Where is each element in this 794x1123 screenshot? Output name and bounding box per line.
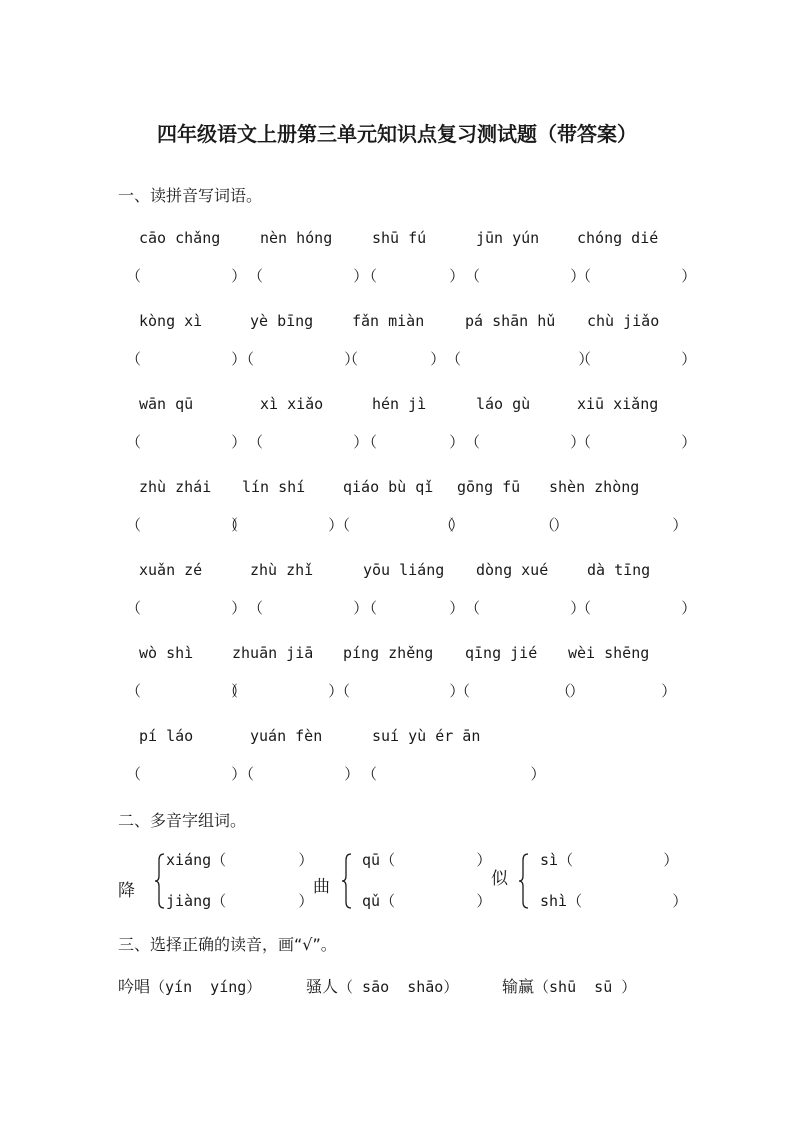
pinyin-word: pá shān hǔ	[465, 312, 556, 330]
answer-blank[interactable]: （ ）	[362, 765, 546, 783]
answer-blank[interactable]: （ ）	[540, 516, 688, 534]
answer-blank[interactable]: （ ）	[223, 516, 344, 534]
answer-blank[interactable]: （ ）	[223, 682, 344, 700]
answer-blank[interactable]: （ ）	[556, 682, 677, 700]
answer-blank[interactable]: （ ）	[239, 765, 360, 783]
pinyin-word: wèi shēng	[568, 644, 650, 662]
choice-item: 输赢（shū sū ）	[502, 977, 637, 996]
answer-blank[interactable]: （ ）	[248, 267, 369, 285]
brace-icon	[341, 852, 353, 910]
answer-blank[interactable]: （ ）	[446, 350, 594, 368]
pinyin-word: shèn zhòng	[549, 478, 640, 496]
answer-blank[interactable]: （ ）	[248, 599, 369, 617]
polyphone-char-si: 似	[491, 869, 508, 889]
pinyin-word: shū fú	[372, 229, 427, 247]
reading-shi: shì（ ）	[540, 892, 688, 910]
answer-blank[interactable]: （ ）	[439, 516, 569, 534]
answer-blank[interactable]: （ ）	[465, 433, 586, 451]
pinyin-word: píng zhěng	[343, 644, 434, 662]
answer-blank[interactable]: （ ）	[576, 267, 697, 285]
answer-blank[interactable]: （ ）	[126, 267, 247, 285]
answer-blank[interactable]: （ ）	[126, 765, 247, 783]
answer-blank[interactable]: （ ）	[248, 433, 369, 451]
pinyin-word: wān qū	[139, 395, 194, 413]
answer-blank[interactable]: （ ）	[362, 433, 465, 451]
pinyin-word: gōng fū	[457, 478, 521, 496]
pinyin-word: wò shì	[139, 644, 194, 662]
pinyin-word: suí yù ér ān	[372, 727, 481, 745]
pinyin-word: chù jiǎo	[587, 312, 660, 330]
section-2-heading: 二、多音字组词。	[118, 811, 247, 830]
pinyin-word: yōu liáng	[363, 561, 445, 579]
answer-blank[interactable]: （ ）	[343, 350, 446, 368]
pinyin-word: xuǎn zé	[139, 561, 203, 579]
brace-icon	[154, 852, 166, 910]
answer-blank[interactable]: （ ）	[576, 433, 697, 451]
choice-item: 吟唱（yín yíng）	[118, 977, 262, 996]
pinyin-word: zhù zhái	[139, 478, 212, 496]
answer-blank[interactable]: （ ）	[335, 682, 465, 700]
polyphone-char-qu: 曲	[313, 877, 330, 897]
pinyin-word: lín shí	[242, 478, 306, 496]
answer-blank[interactable]: （ ）	[239, 350, 360, 368]
pinyin-word: jūn yún	[476, 229, 540, 247]
reading-xiang: xiáng（ ）	[166, 851, 314, 869]
answer-blank[interactable]: （ ）	[362, 267, 465, 285]
pinyin-word: zhuān jiā	[232, 644, 314, 662]
pinyin-word: yuán fèn	[250, 727, 323, 745]
answer-blank[interactable]: （ ）	[126, 350, 247, 368]
answer-blank[interactable]: （ ）	[576, 599, 697, 617]
pinyin-word: láo gù	[476, 395, 531, 413]
answer-blank[interactable]: （ ）	[335, 516, 465, 534]
pinyin-word: xì xiǎo	[260, 395, 324, 413]
pinyin-word: qiáo bù qǐ	[343, 478, 434, 496]
page-title: 四年级语文上册第三单元知识点复习测试题（带答案）	[157, 122, 637, 146]
pinyin-word: pí láo	[139, 727, 194, 745]
pinyin-word: hén jì	[372, 395, 427, 413]
reading-si: sì（ ）	[540, 851, 679, 869]
pinyin-word: xiū xiǎng	[577, 395, 659, 413]
pinyin-word: yè bīng	[250, 312, 314, 330]
polyphone-char-jiang: 降	[118, 881, 135, 901]
section-3-heading: 三、选择正确的读音，画“√”。	[118, 935, 337, 954]
section-1-heading: 一、读拼音写词语。	[118, 186, 263, 205]
answer-blank[interactable]: （ ）	[126, 433, 247, 451]
pinyin-word: kòng xì	[139, 312, 203, 330]
answer-blank[interactable]: （ ）	[126, 682, 247, 700]
pinyin-word: fǎn miàn	[352, 312, 425, 330]
answer-blank[interactable]: （ ）	[126, 599, 247, 617]
pinyin-word: nèn hóng	[260, 229, 333, 247]
reading-jiang: jiàng（ ）	[166, 892, 314, 910]
pinyin-word: dà tīng	[587, 561, 651, 579]
choice-item: 骚人（ sāo shāo）	[306, 977, 459, 996]
answer-blank[interactable]: （ ）	[455, 682, 585, 700]
pinyin-word: chóng dié	[577, 229, 659, 247]
answer-blank[interactable]: （ ）	[362, 599, 465, 617]
reading-qu3: qǔ（ ）	[362, 892, 492, 910]
answer-blank[interactable]: （ ）	[465, 267, 586, 285]
answer-blank[interactable]: （ ）	[576, 350, 697, 368]
pinyin-word: zhù zhǐ	[250, 561, 314, 579]
answer-blank[interactable]: （ ）	[465, 599, 586, 617]
pinyin-word: cāo chǎng	[139, 229, 221, 247]
brace-icon	[518, 852, 530, 910]
pinyin-word: dòng xué	[476, 561, 549, 579]
pinyin-word: qīng jié	[465, 644, 538, 662]
answer-blank[interactable]: （ ）	[126, 516, 247, 534]
reading-qu1: qū（ ）	[362, 851, 492, 869]
